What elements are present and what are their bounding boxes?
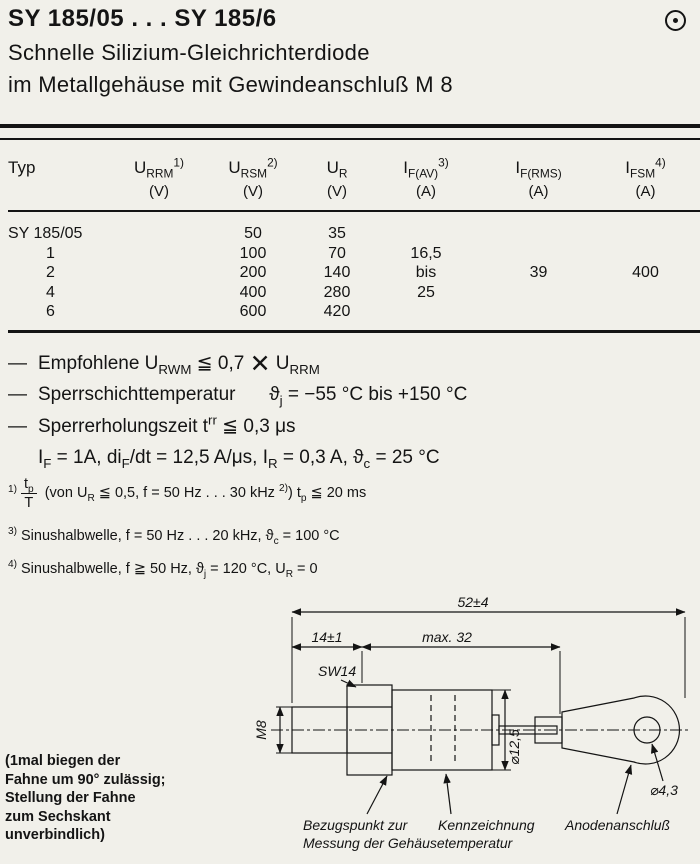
divider-thin bbox=[0, 138, 700, 140]
footnote-1: $^{1)}$ $\frac{t_p}{T}$ (von $U_R$ ≦ 0,5, f = 50 Hz . . . 30 kHz $^{2)}$) $t_p$ ≦ 20 ms bbox=[8, 476, 367, 511]
svg-text:Kennzeichnung: Kennzeichnung bbox=[438, 817, 535, 833]
col-header-ifav: $I_{F(AV)}^{3)}$ (A) bbox=[403, 155, 449, 200]
col-header-typ: Typ bbox=[8, 158, 36, 177]
dimension-overall-length bbox=[292, 595, 685, 703]
package-drawing bbox=[235, 595, 697, 861]
label-bezugspunkt bbox=[303, 776, 514, 851]
svg-text:SW14: SW14 bbox=[318, 663, 357, 679]
label-sw14 bbox=[318, 663, 356, 687]
table-body bbox=[8, 224, 700, 322]
dia43-label: ⌀4,3 bbox=[650, 782, 678, 798]
table-row: SY 185/05 50 35 bbox=[8, 225, 346, 242]
dia125-label: ⌀12,5 bbox=[506, 729, 522, 765]
dim-14-label: 14±1 bbox=[311, 629, 343, 645]
footnote-4: $^{4)}$ Sinushalbwelle, f ≧ 50 Hz, $ϑ_j = 120$ °C, $U_R = 0$ bbox=[8, 558, 318, 580]
table-row: 6 600 420 bbox=[46, 303, 351, 320]
publisher-mark-dot bbox=[673, 18, 678, 23]
label-anodenanschluss bbox=[564, 765, 670, 833]
page-title: SY 185/05 . . . SY 185/6 bbox=[8, 5, 277, 32]
label-kennzeichnung bbox=[438, 774, 535, 833]
note-urwm: — Empfohlene $U_{RWM}$ ≦ 0,7 ✕ $U_{RRM}$ bbox=[8, 350, 320, 378]
publisher-mark-icon bbox=[665, 10, 686, 31]
table-header-rule bbox=[8, 210, 700, 212]
table-row: 1 100 70 16,5 bbox=[46, 244, 442, 262]
col-header-ursm: $U_{RSM}^{2)}$ (V) bbox=[228, 155, 278, 200]
characteristics-notes bbox=[8, 352, 688, 478]
dim-max32-label: max. 32 bbox=[422, 629, 472, 645]
subtitle-line2: im Metallgehäuse mit Gewindeanschluß M 8 bbox=[8, 72, 453, 97]
dimension-hole-diameter bbox=[650, 744, 678, 798]
solder-lug bbox=[562, 696, 679, 764]
footnotes bbox=[8, 476, 648, 592]
svg-text:Bezugspunkt zur: Bezugspunkt zur bbox=[303, 817, 408, 833]
col-header-urrm: $U_{RRM}^{1)}$ (V) bbox=[134, 155, 184, 200]
svg-text:Anodenanschluß: Anodenanschluß bbox=[565, 817, 671, 833]
note-recovery-conditions: $I_F = 1A$, $di_F/dt = 12,5$ A/μs, $I_R = 0,3$ A, $ϑ_c = 25$ °C bbox=[38, 447, 440, 471]
ratings-table bbox=[8, 155, 700, 333]
bend-note: (1mal biegen der Fahne um 90° zulässig; Stellung der Fahne zum Sechskant unverbindlich) bbox=[5, 753, 166, 843]
svg-text:Messung der Gehäusetemperatur: Messung der Gehäusetemperatur bbox=[303, 835, 513, 851]
table-row: 2 200 140 bis 39 400 bbox=[46, 264, 659, 281]
col-header-ifrms: $I_{F(RMS)}$ (A) bbox=[515, 158, 562, 200]
note-junction-temp: — Sperrschichttemperatur $ϑ_j = -55$ °C bis +150 °C bbox=[8, 384, 468, 408]
table-header-row bbox=[8, 155, 700, 200]
divider-thick bbox=[0, 124, 700, 128]
col-header-ur: $U_R$ (V) bbox=[326, 158, 348, 200]
dim-52-label: 52±4 bbox=[457, 595, 489, 610]
subtitle-line1: Schnelle Silizium-Gleichrichterdiode bbox=[8, 40, 370, 65]
footnote-3: $^{3)}$ Sinushalbwelle, f = 50 Hz . . . 20 kHz, $ϑ_c = 100$ °C bbox=[8, 526, 340, 547]
col-header-ifsm: $I_{FSM}^{4)}$ (A) bbox=[625, 155, 666, 200]
note-recovery-time: — Sperrerholungszeit $t^{rr}$ ≦ 0,3 μs bbox=[8, 412, 296, 437]
table-row: 4 400 280 25 bbox=[46, 283, 435, 301]
table-bottom-rule bbox=[8, 330, 700, 333]
m8-label: M8 bbox=[253, 720, 269, 740]
